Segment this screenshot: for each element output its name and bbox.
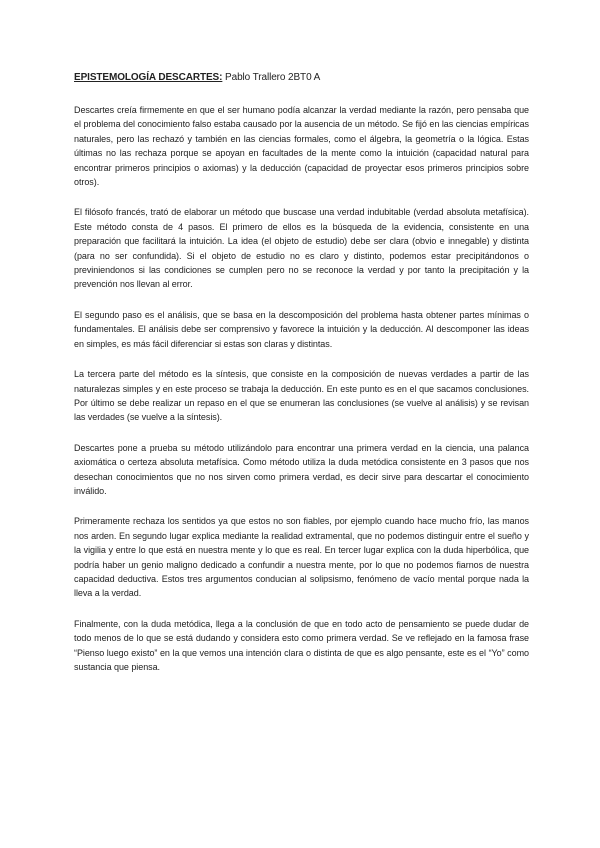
paragraph-method-evidence: El filósofo francés, trató de elaborar un método que buscase una verdad indubitable (verdad absoluta metafísica). Este método consta de 4 pasos. El primero de ellos es la búsqueda de la evidencia, consistente en una preparación que facilitará la intuición. La idea (el objeto de estudio) debe ser clara (obvio e innegable) y distinta (para no ser confundida). Si el objeto de estudio no es claro y distinto, podemos estar precipitándonos o previniendonos si las condiciones se cumplen pero no se reconoce la verdad y por tanto la precipitación y la prevención nos llevan al error. bbox=[74, 207, 529, 290]
paragraph-analysis: El segundo paso es el análisis, que se basa en la descomposición del problema hasta obtener partes mínimas o fundamentales. El análisis debe ser comprensivo y favorece la intuición y la deducción. Al descomponer las ideas en simples, es más fácil diferenciar si estas son claras y distintas. bbox=[74, 309, 529, 349]
paragraph-synthesis: La tercera parte del método es la síntesis, que consiste en la composición de nuevas verdades a partir de las naturalezas simples y en este proceso se trabaja la deducción. En este punto es en el que sacamos conclusiones. Por último se debe realizar un repaso en el que se enumeran las conclusiones (se vuelve al análisis) y se revisan las verdades (se vuelve a la síntesis). bbox=[74, 369, 529, 423]
paragraph-conclusion: Finalmente, con la duda metódica, llega a la conclusión de que en todo acto de pensamiento se puede dudar de todo menos de lo que se está dudando y considera esto como primera verdad. Se ve reflejado en la famosa frase “Pienso luego existo” en la que vemos una intención clara o distinta de que es algo pensante, este es el “Yo” como sustancia que piensa. bbox=[74, 618, 529, 672]
document-body bbox=[74, 71, 529, 690]
document-author: Pablo Trallero 2BT0 A bbox=[225, 72, 321, 83]
paragraph-methodic-doubt: Descartes pone a prueba su método utilizándolo para encontrar una primera verdad en la ciencia, una palanca axiomática o certeza absoluta metafísica. Como método utiliza la duda metódica consistente en 3 pasos que nos desechan conocimientos que no nos sirven como primera verdad, es decir sirve para descartar el conocimiento inválido. bbox=[74, 442, 529, 496]
paragraph-doubt-arguments: Primeramente rechaza los sentidos ya que estos no son fiables, por ejemplo cuando hace mucho frío, las manos nos arden. En segundo lugar explica mediante la realidad extramental, que no podemos distinguir entre el sueño y la vigilia y entre lo que está en nuestra mente y lo que es real. En tercer lugar explica con la duda hiperbólica, que podría haber un genio maligno dedicado a confundir a nuestra mente, por lo que no podemos fiarnos de nuestra capacidad deductiva. Estos tres argumentos conducian al solipsismo, fenómeno de vacío mental porque nada la lleva a la verdad. bbox=[74, 516, 529, 599]
document-title: EPISTEMOLOGÍA DESCARTES: bbox=[74, 72, 223, 83]
paragraph-intro: Descartes creía firmemente en que el ser humano podía alcanzar la verdad mediante la razón, pero pensaba que el problema del conocimiento falso estaba causado por la ausencia de un método. Se fijó en las ciencias empíricas naturales, pero las rechazó y también en las ciencias formales, como el álgebra, la geometría o la lógica. Estas últimas no las rechaza porque se apoyan en facultades de la mente como la intuición (capacidad natural para encontrar primeros principios o axiomas) y la deducción (capacidad de proyectar esos primeros principios sobre otros). bbox=[74, 105, 529, 188]
document-heading bbox=[74, 71, 529, 85]
